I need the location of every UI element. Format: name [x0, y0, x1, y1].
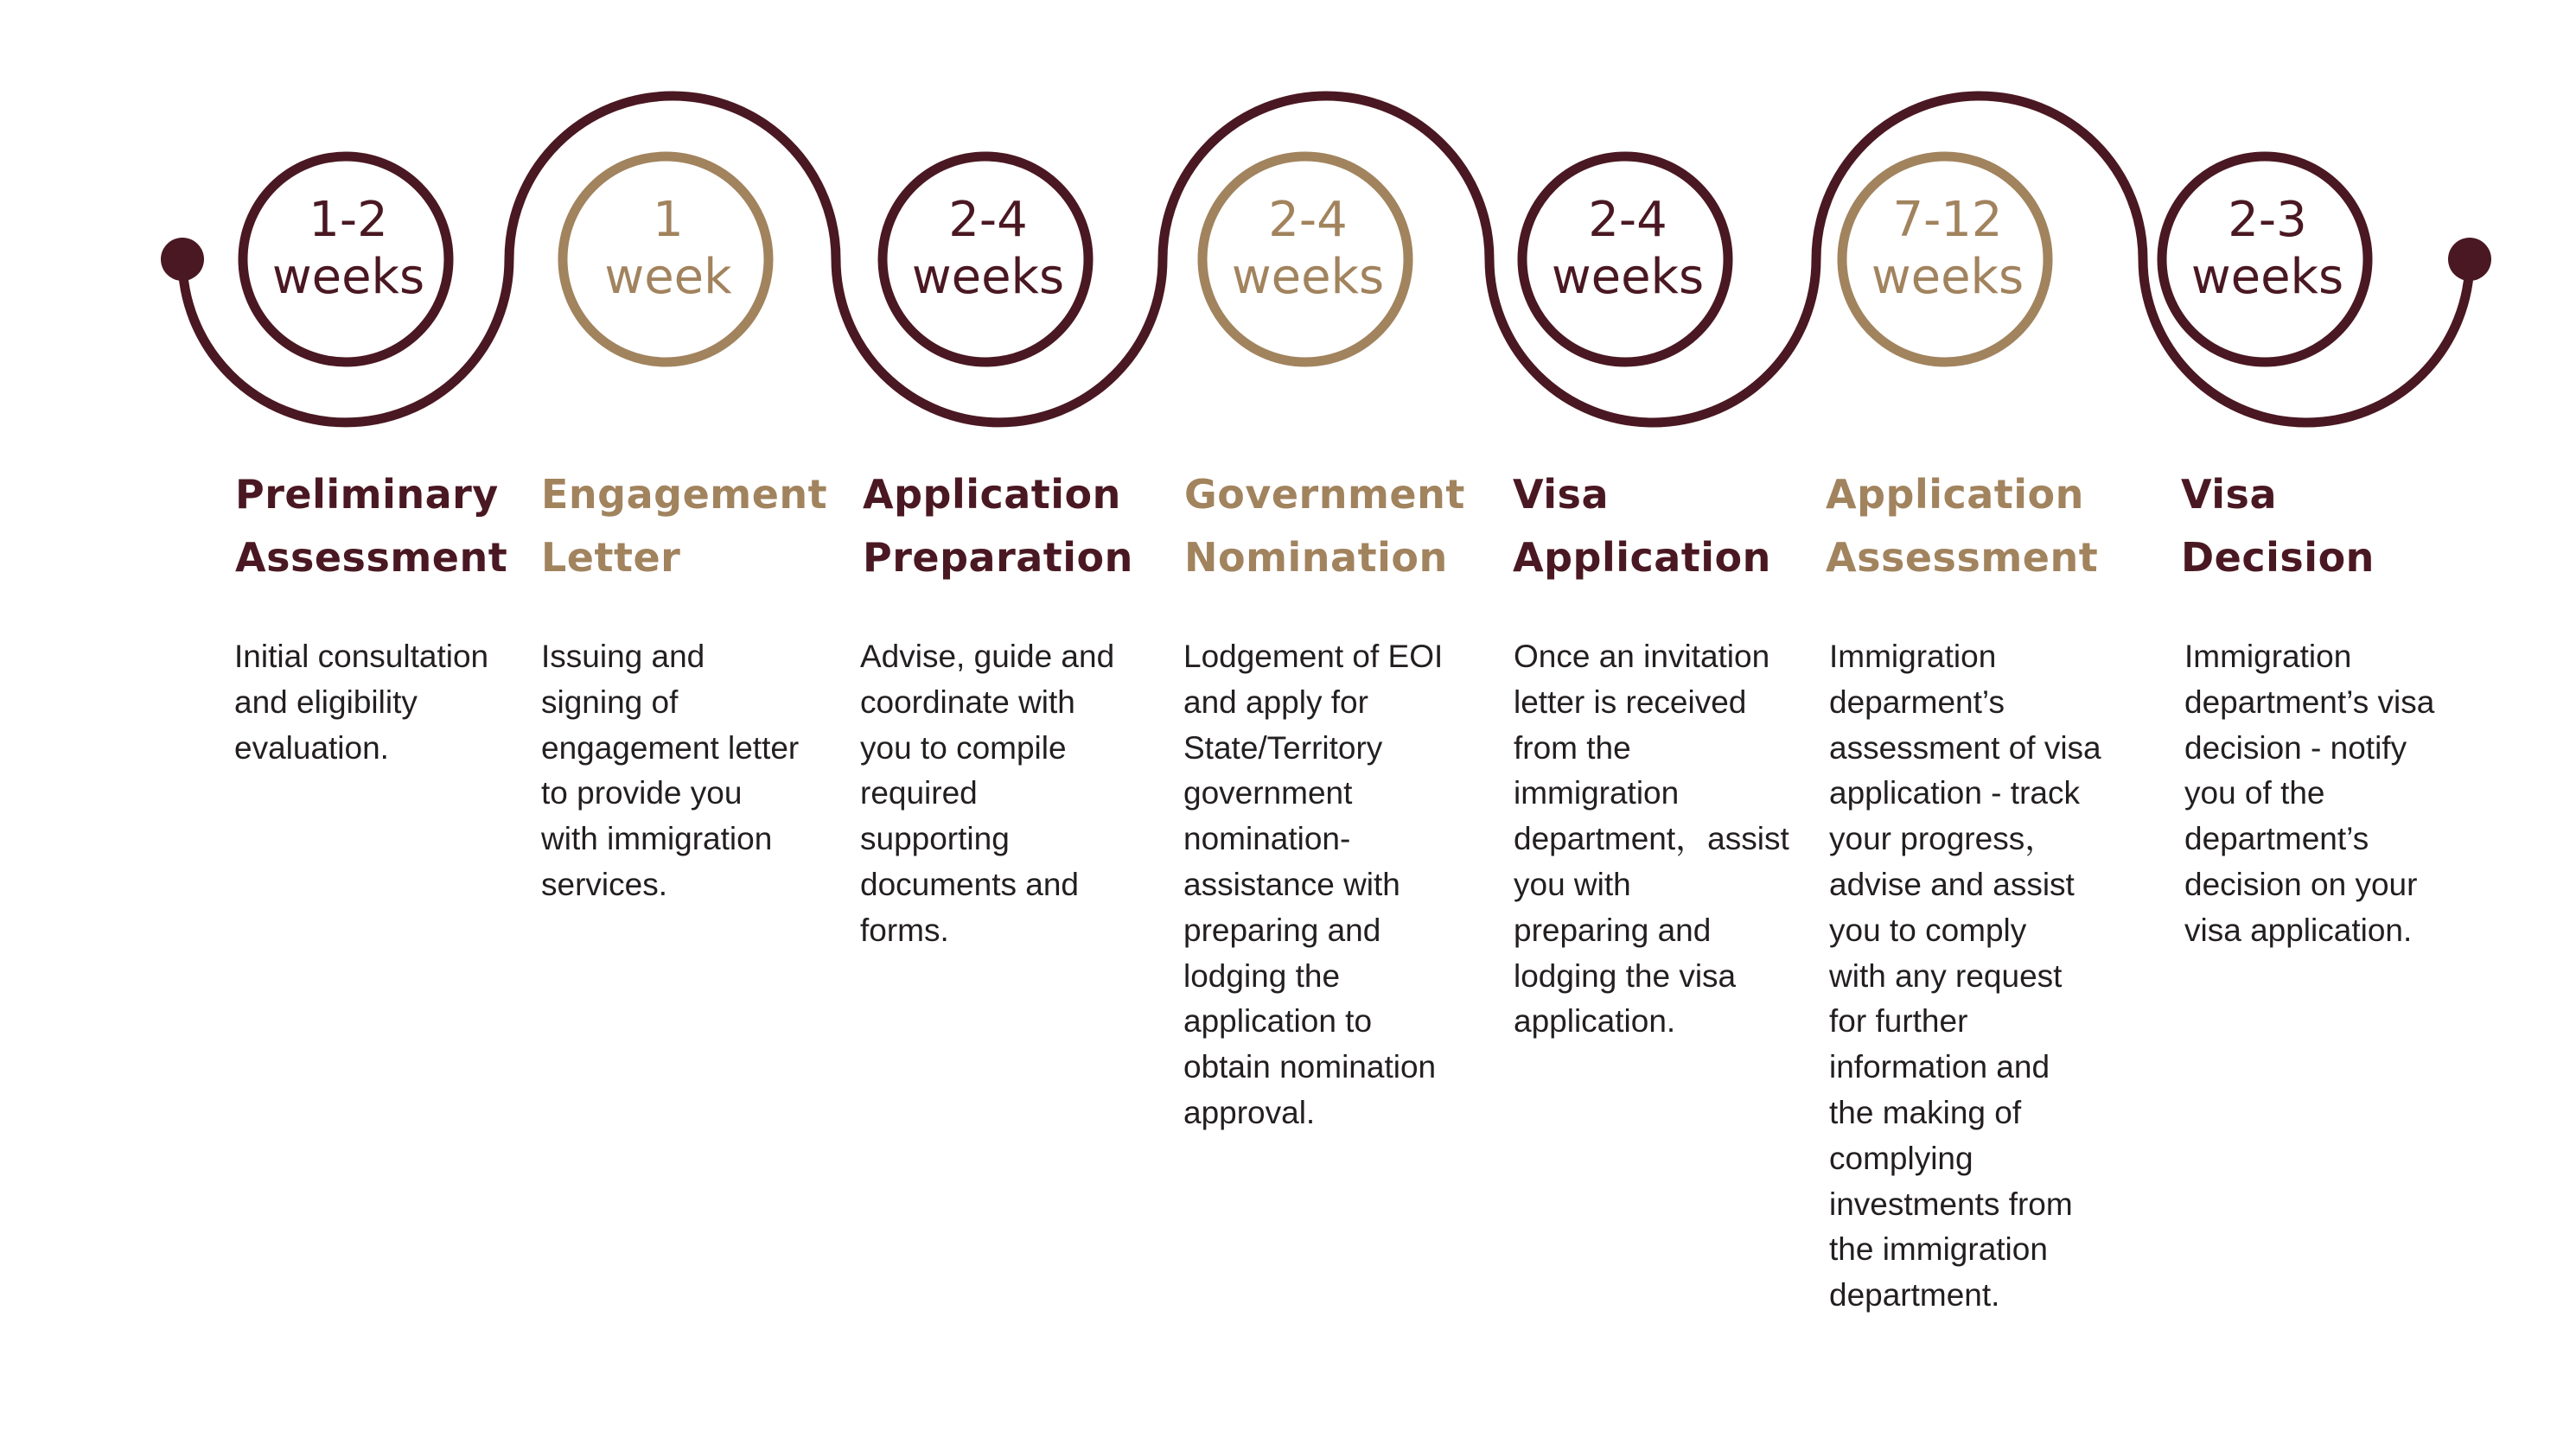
step-4-description-line: lodging the [1183, 957, 1341, 994]
step-5-description-line: immigration [1514, 775, 1680, 811]
step-1-description-line: and eligibility [234, 684, 418, 720]
step-5-duration-unit: weeks [1551, 249, 1705, 305]
step-2-description-line: services. [541, 866, 667, 902]
step-2-title-line-1: Engagement [541, 471, 828, 518]
step-4-description-line: assistance with [1183, 866, 1400, 902]
step-5-title-line-2: Application [1513, 534, 1771, 581]
step-6-duration [1844, 192, 2051, 306]
step-2-duration [564, 192, 772, 306]
step-1-title [235, 463, 507, 589]
step-4-title-line-2: Nomination [1184, 534, 1448, 581]
step-3-title-line-1: Application [863, 471, 1121, 518]
step-3-description-line: forms. [860, 912, 949, 948]
step-4-description-line: State/Territory [1183, 729, 1383, 766]
step-6-description-line: complying [1829, 1140, 1973, 1176]
timeline-start-dot [161, 238, 204, 281]
step-4-duration-unit: weeks [1231, 249, 1385, 305]
step-5-title [1513, 463, 1771, 589]
step-4-title [1184, 463, 1465, 589]
step-3-duration-value: 2-4 [948, 192, 1028, 248]
step-2-description-line: signing of [541, 684, 679, 720]
step-3-description-line: supporting [860, 821, 1010, 857]
step-4-duration [1204, 192, 1412, 306]
step-5-duration-value: 2-4 [1588, 192, 1667, 248]
step-6-title-line-2: Assessment [1826, 534, 2099, 581]
step-6-description-line: application - track [1829, 775, 2080, 811]
step-4-duration-value: 2-4 [1268, 192, 1348, 248]
step-4-description [1183, 634, 1451, 1136]
step-7-description-line: department’s visa [2184, 684, 2435, 720]
step-7-duration-unit: weeks [2190, 249, 2344, 305]
step-4-description-line: preparing and [1183, 912, 1381, 948]
step-1-title-line-1: Preliminary [235, 471, 499, 518]
step-5-description-line: preparing and [1514, 912, 1712, 948]
step-6-duration-value: 7-12 [1892, 192, 2003, 248]
step-5-description-line: lodging the visa [1514, 957, 1737, 994]
step-7-duration [2164, 192, 2371, 306]
step-4-description-line: government [1183, 775, 1353, 811]
step-6-description-line: information and [1829, 1049, 2050, 1085]
step-5-description-line: letter is received [1514, 684, 1747, 720]
step-4-description-line: Lodgement of EOI [1183, 639, 1444, 674]
step-3-title-line-2: Preparation [863, 534, 1133, 581]
step-6-description [1829, 634, 2101, 1319]
step-2-description-line: engagement letter [541, 729, 800, 766]
step-4-description-line: and apply for [1183, 684, 1368, 720]
step-5-duration [1524, 192, 1731, 306]
step-7-duration-value: 2-3 [2228, 192, 2307, 248]
step-4-description-line: approval. [1183, 1094, 1316, 1130]
step-7-description-line: you of the [2184, 775, 2325, 811]
step-2-title-line-2: Letter [541, 534, 681, 581]
step-7-title-line-1: Visa [2181, 471, 2277, 518]
step-1-description-line: Initial consultation [234, 639, 489, 674]
step-2-duration-unit: week [604, 249, 732, 305]
step-3-description [860, 634, 1128, 954]
step-4-description-line: nomination- [1183, 821, 1351, 857]
step-7-title-line-2: Decision [2181, 534, 2375, 581]
step-7-description-line: visa application. [2184, 912, 2413, 948]
step-2-description [541, 634, 809, 908]
step-2-description-line: Issuing and [541, 639, 705, 674]
step-3-description-line: Advise, guide and [860, 639, 1115, 674]
step-2-title [541, 463, 827, 589]
step-3-description-line: you to compile [860, 729, 1067, 766]
step-7-description [2184, 634, 2452, 954]
step-6-duration-unit: weeks [1871, 249, 2024, 305]
step-6-description-line: investments from [1829, 1186, 2073, 1222]
step-3-description-line: required [860, 775, 978, 811]
step-5-description-line: from the [1514, 729, 1631, 766]
step-1-description [234, 634, 502, 771]
step-6-description-line: with any request [1829, 957, 2063, 994]
step-6-title [1826, 463, 2098, 589]
step-6-description-line: you to comply [1829, 912, 2027, 948]
step-1-duration [245, 192, 452, 306]
step-3-duration-unit: weeks [911, 249, 1065, 305]
step-1-description-line: evaluation. [234, 729, 389, 766]
step-7-description-line: department’s [2184, 821, 2369, 857]
step-7-title [2181, 463, 2375, 589]
step-5-description-line: Once an invitation [1514, 639, 1770, 674]
step-3-title [863, 463, 1133, 589]
step-3-duration [884, 192, 1092, 306]
step-7-description-line: decision on your [2184, 866, 2418, 902]
step-5-description-line: you with [1514, 866, 1631, 902]
timeline-end-dot [2448, 238, 2491, 281]
step-7-description-line: decision - notify [2184, 729, 2407, 766]
step-6-description-line: the making of [1829, 1094, 2022, 1130]
step-5-title-line-1: Visa [1513, 471, 1609, 518]
step-5-description-line: department，assist [1514, 821, 1789, 857]
step-6-description-line: deparment’s [1829, 684, 2005, 720]
step-3-description-line: documents and [860, 866, 1080, 902]
step-5-description [1514, 634, 1789, 1045]
step-6-description-line: Immigration [1829, 639, 1997, 674]
step-6-description-line: the immigration [1829, 1231, 2048, 1268]
step-7-description-line: Immigration [2184, 639, 2352, 674]
step-6-title-line-1: Application [1826, 471, 2084, 518]
step-4-description-line: application to [1183, 1003, 1373, 1040]
step-6-description-line: department. [1829, 1277, 2000, 1313]
step-1-duration-value: 1-2 [309, 192, 388, 248]
step-6-description-line: assessment of visa [1829, 729, 2101, 766]
step-4-title-line-1: Government [1184, 471, 1465, 518]
step-5-description-line: application. [1514, 1003, 1676, 1040]
step-4-description-line: obtain nomination [1183, 1049, 1437, 1085]
step-2-description-line: with immigration [541, 821, 773, 857]
step-6-description-line: for further [1829, 1003, 1968, 1040]
step-1-duration-unit: weeks [271, 249, 425, 305]
step-2-duration-value: 1 [653, 192, 684, 248]
step-6-description-line: your progress， [1829, 821, 2057, 857]
step-2-description-line: to provide you [541, 775, 743, 811]
step-3-description-line: coordinate with [860, 684, 1075, 720]
step-6-description-line: advise and assist [1829, 866, 2075, 902]
step-1-title-line-2: Assessment [235, 534, 508, 581]
